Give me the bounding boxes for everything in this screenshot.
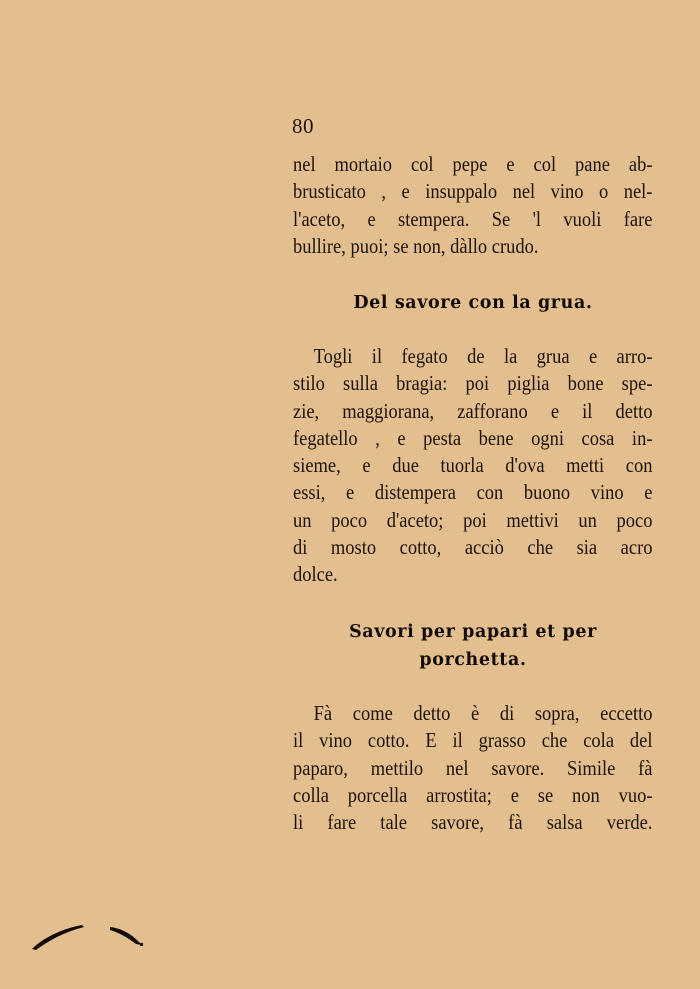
text-line: bullire, puoi; se non, dàllo crudo.: [293, 233, 539, 258]
text-line: brusticato , e insuppalo nel vino o nel-: [293, 179, 653, 204]
paragraph-2: [293, 343, 653, 589]
paragraph-3: [293, 700, 653, 836]
text-line: zie, maggiorana, zafforano e il detto: [293, 398, 653, 423]
page-number: 80: [292, 114, 314, 138]
text-line: fegatello , e pesta bene ogni cosa in-: [293, 425, 653, 450]
text-line: Togli il fegato de la grua e arro-: [313, 344, 653, 368]
heading-line: Savori per papari et per: [349, 622, 597, 642]
text-line: un poco d'aceto; poi mettivi un poco: [293, 507, 653, 532]
text-line: l'aceto, e stempera. Se 'l vuoli fare: [293, 206, 653, 231]
text-line: sieme, e due tuorla d'ova metti con: [293, 453, 653, 478]
text-line: nel mortaio col pepe e col pane ab-: [293, 152, 653, 176]
text-line: essi, e distempera con buono vino e: [293, 480, 653, 505]
text-line: Fà come detto è di sopra, eccetto: [313, 701, 653, 725]
text-line: li fare tale savore, fà salsa verde.: [293, 810, 653, 835]
text-line: colla porcella arrostita; e se non vuo-: [293, 782, 653, 807]
heading-line: porchetta.: [419, 650, 527, 670]
text-line: paparo, mettilo nel savore. Simile fà: [293, 755, 653, 780]
paragraph-1: [293, 151, 653, 260]
text-line: dolce.: [293, 562, 338, 587]
text-line: di mosto cotto, acciò che sia acro: [293, 535, 653, 560]
text-line: stilo sulla bragia: poi piglia bone spe-: [293, 371, 653, 396]
text-line: il vino cotto. E il grasso che cola del: [293, 728, 653, 753]
section-heading-papari: [293, 618, 653, 674]
ink-smudge-ornament: [30, 915, 160, 955]
section-heading-grua: Del savore con la grua.: [353, 293, 593, 313]
